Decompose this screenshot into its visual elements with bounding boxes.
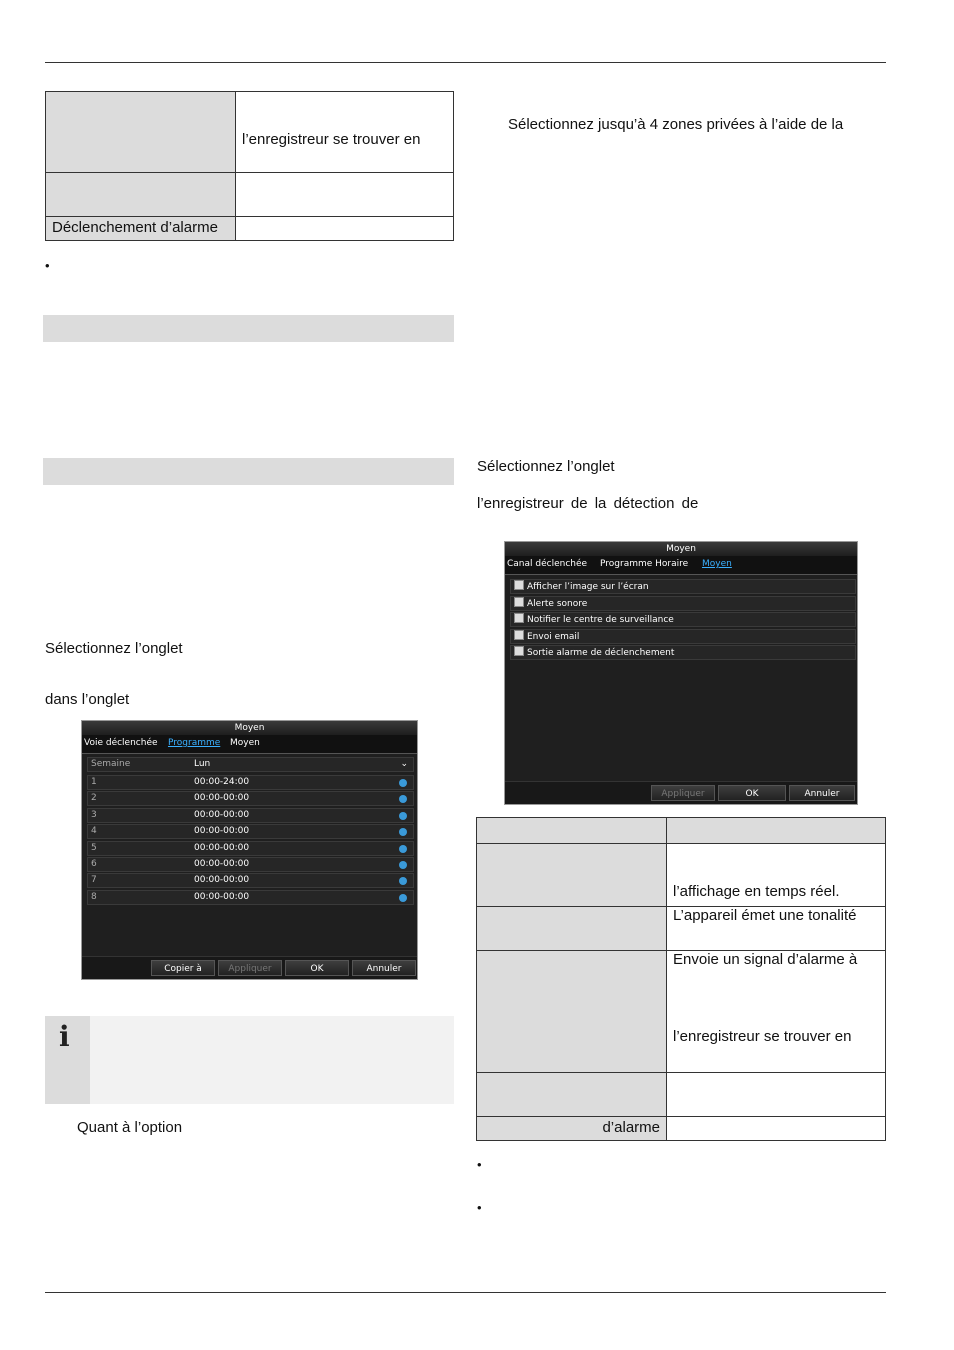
tab-action[interactable]: Moyen [702,559,732,569]
instruction-text: l’enregistreur de la détection de [477,495,699,512]
action-option-row[interactable] [510,612,856,627]
cancel-button[interactable]: Annuler [789,785,855,801]
table-cell-label [46,92,236,173]
footer-rule [45,1292,886,1293]
schedule-row[interactable] [87,791,414,806]
window-title: Moyen [82,721,417,735]
option-label: Envoi email [527,631,580,642]
chevron-down-icon: ⌄ [400,759,408,769]
table-cell-value: l’enregistreur se trouver en [236,92,454,173]
tab-bar [82,735,417,754]
option-label: Sortie alarme de déclenchement [527,648,675,659]
table-cell-value: L’appareil émet une tonalité [667,907,886,951]
action-option-row[interactable] [510,579,856,594]
row-number: 1 [91,777,97,787]
schedule-window [81,720,418,980]
table-cell-label [477,907,667,951]
schedule-row[interactable] [87,873,414,888]
row-time: 00:00-00:00 [194,842,250,853]
table-cell-label: Déclenchement d’alarme [46,217,236,241]
tab-bar [505,556,857,575]
table-cell-label [46,173,236,217]
option-label: Afficher l’image sur l’écran [527,582,649,592]
table-cell-value [236,173,454,217]
row-time: 00:00-00:00 [194,859,250,869]
checkbox-icon[interactable] [514,597,524,607]
schedule-row[interactable] [87,857,414,872]
alarm-table-left [45,91,454,241]
week-select[interactable] [87,757,414,772]
table-cell-value: Envoie un signal d’alarme à l’enregistreur se trouver en [667,951,886,1073]
schedule-row[interactable] [87,824,414,839]
checkbox-icon[interactable] [514,646,524,656]
table-cell-label: d’alarme [477,1117,667,1141]
edit-icon[interactable] [399,894,407,902]
schedule-row[interactable] [87,808,414,823]
row-number: 5 [91,842,97,853]
window-footer [505,781,857,804]
instruction-text: Sélectionnez l’onglet [45,640,183,657]
table-cell-label [477,844,667,907]
edit-icon[interactable] [399,828,407,836]
row-number: 7 [91,875,97,886]
instruction-text: Sélectionnez jusqu’à 4 zones privées à l’aide de la [508,116,844,133]
tab-schedule[interactable]: Programme [168,738,221,748]
row-time: 00:00-00:00 [194,826,250,837]
schedule-row[interactable] [87,890,414,905]
row-time: 00:00-00:00 [194,875,250,886]
schedule-row[interactable] [87,775,414,790]
row-number: 4 [91,826,97,837]
table-cell-label [477,951,667,1073]
table-cell-value [667,1073,886,1117]
row-time: 00:00-00:00 [194,809,250,820]
instruction-text: Quant à l’option [77,1119,183,1136]
tab-action[interactable]: Moyen [230,738,260,748]
edit-icon[interactable] [399,877,407,885]
row-number: 2 [91,793,97,804]
table-header-cell [477,818,667,844]
instruction-text: dans l’onglet [45,691,130,708]
row-number: 6 [91,859,97,869]
section-heading-bar [43,458,454,485]
action-option-row[interactable] [510,629,856,644]
row-time: 00:00-24:00 [194,777,250,787]
bullet: • [477,1200,482,1215]
edit-icon[interactable] [399,861,407,869]
action-option-row[interactable] [510,645,856,660]
edit-icon[interactable] [399,845,407,853]
table-cell-value: l’affichage en temps réel. [667,844,886,907]
action-option-row[interactable] [510,596,856,611]
table-cell-value [667,1117,886,1141]
apply-button[interactable]: Appliquer [218,960,282,976]
table-header-cell [667,818,886,844]
instruction-text: Sélectionnez l’onglet [477,458,615,475]
note-box [45,1016,454,1104]
option-label: Alerte sonore [527,598,588,609]
header-rule [45,62,886,63]
alarm-table-right [476,817,886,1141]
section-heading-bar [43,315,454,342]
apply-button[interactable]: Appliquer [651,785,715,801]
option-label: Notifier le centre de surveillance [527,615,674,626]
week-label: Semaine [91,759,131,769]
row-time: 00:00-00:00 [194,793,250,804]
edit-icon[interactable] [399,795,407,803]
table-cell-label [477,1073,667,1117]
ok-button[interactable]: OK [285,960,349,976]
tab-schedule[interactable]: Programme Horaire [600,559,689,569]
info-icon: i [59,1020,70,1053]
copy-button[interactable]: Copier à [151,960,215,976]
ok-button[interactable]: OK [718,785,786,801]
week-value: Lun [194,759,211,769]
checkbox-icon[interactable] [514,630,524,640]
tab-trigger-channel[interactable]: Canal déclenchée [507,559,588,569]
edit-icon[interactable] [399,812,407,820]
schedule-row[interactable] [87,841,414,856]
row-time: 00:00-00:00 [194,891,250,902]
row-number: 8 [91,891,97,902]
row-number: 3 [91,809,97,820]
cancel-button[interactable]: Annuler [352,960,416,976]
window-title: Moyen [505,542,857,556]
table-cell-value [236,217,454,241]
bullet: • [45,258,50,273]
action-window [504,541,858,805]
window-footer [82,956,417,979]
edit-icon[interactable] [399,779,407,787]
checkbox-icon[interactable] [514,580,524,590]
tab-trigger-channel[interactable]: Voie déclenchée [84,738,158,748]
checkbox-icon[interactable] [514,613,524,623]
bullet: • [477,1157,482,1172]
